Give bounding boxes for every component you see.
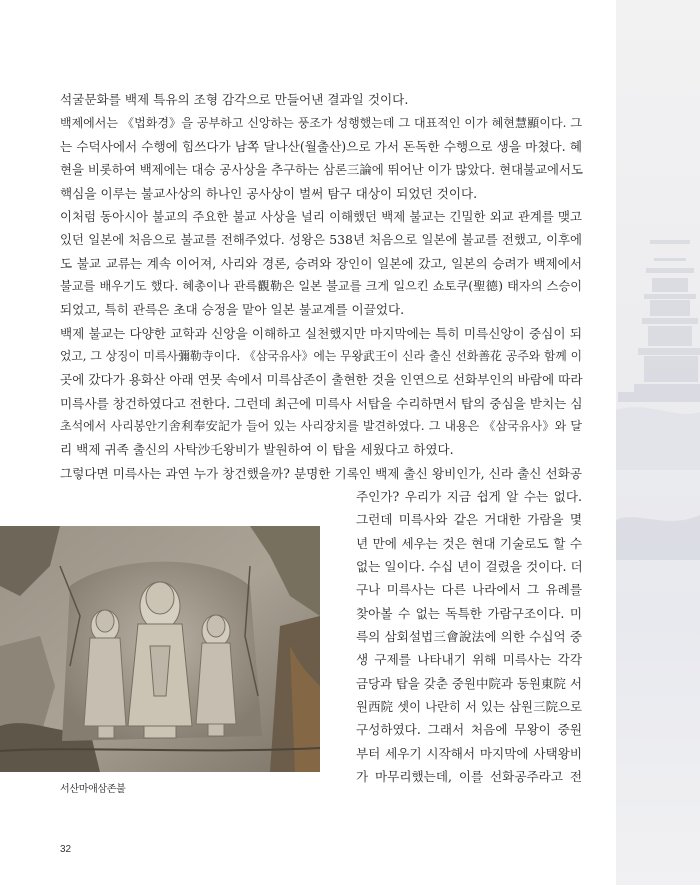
rock-buddha-triad-photo [0,526,320,772]
body-line: 석굴문화를 백제 특유의 조형 감각으로 만들어낸 결과일 것이다. [60,92,409,107]
wrap-line: 생 구제를 나타내기 위해 미륵사는 각각 [356,652,582,667]
wrap-line: 찾아볼 수 없는 독특한 가람구조이다. 미 [356,606,582,621]
decorative-side-panel [616,0,700,885]
wrap-line: 륵의 삼회설법三會說法에 의한 수십억 중 [356,629,582,644]
body-line: 리 백제 귀족 출신의 사탁沙乇왕비가 발원하여 이 탑을 세웠다고 하였다. [60,442,454,457]
wrap-line: 부터 세우기 시작해서 마지막에 사택왕비 [356,746,582,761]
wrap-line: 없는 일이다. 수십 년이 걸렸을 것이다. 더 [356,559,583,574]
wrap-line: 년 만에 세우는 것은 현대 기술로도 할 수 [356,536,582,551]
body-line: 되었고, 특히 관륵은 초대 승정을 맡아 일본 불교계를 이끌었다. [60,302,405,317]
body-line: 미륵사를 창건하였다고 전한다. 그런데 최근에 미륵사 서탑을 수리하면서 탑의 중심을 받치는 심 [60,396,583,411]
wrap-line: 구나 미륵사는 다른 나라에서 그 유례를 [356,582,582,597]
body-line: 곳에 갔다가 용화산 아래 연못 속에서 미륵삼존이 출현한 것을 인연으로 선화부인의 바람에 따라 [60,372,583,387]
wrap-line: 주인가? 우리가 지금 쉽게 알 수는 없다. [356,489,582,504]
wrap-line: 구성하였다. 그래서 처음에 무왕이 중원 [356,722,582,737]
photo-caption: 서산마애삼존불 [60,784,126,795]
pagoda-watermark-icon [616,240,700,470]
wrap-line: 금당과 탑을 갖춘 중원中院과 동원東院 서 [356,676,582,691]
body-line: 백제에서는 《법화경》을 공부하고 신앙하는 풍조가 성행했는데 그 대표적인 이가 혜현慧顯이다. 그 [60,116,582,130]
body-line: 있던 일본에 처음으로 불교를 전해주었다. 성왕은 538년 처음으로 일본에 불교를 전했고, 이후에 [60,232,582,247]
body-line: 백제 불교는 다양한 교학과 신앙을 이해하고 실천했지만 마지막에는 특히 미륵신앙이 중심이 되 [60,326,582,341]
wrap-line: 원西院 셋이 나란히 서 있는 삼원三院으로 [356,699,582,714]
body-line: 도 불교 교류는 계속 이어져, 사리와 경론, 승려와 장인이 일본에 갔고, 일본의 승려가 백제에서 [60,256,582,271]
body-line: 이처럼 동아시아 불교의 주요한 불교 사상을 널리 이해했던 백제 불교는 긴밀한 외교 관계를 맺고 [60,209,582,224]
body-line: 그렇다면 미륵사는 과연 누가 창건했을까? 분명한 기록인 백제 출신 왕비인가, 신라 출신 선화공 [60,466,582,481]
wrap-line: 가 마무리했는데, 이를 선화공주라고 전 [356,769,582,784]
body-line: 핵심을 이루는 불교사상의 하나인 공사상이 벌써 탐구 대상이 되었던 것이다. [60,186,478,201]
body-line: 현을 비롯하여 백제에는 대승 공사상을 추구하는 삼론三論에 뛰어난 이가 많았다. 현대불교에서도 [60,162,583,177]
body-line: 는 수덕사에서 수행에 힘쓰다가 남쪽 달나산(월출산)으로 가서 돈독한 수행으로 생을 마쳤다. 혜 [60,139,582,154]
wrap-line: 그런데 미륵사와 같은 거대한 가람을 몇 [356,512,582,527]
body-line: 었고, 그 상징이 미륵사彌勒寺이다. 《삼국유사》에는 무왕武王이 신라 출신 선화善花 공주와 함께 이 [60,349,582,363]
body-line: 불교를 배우기도 했다. 혜총이나 관륵觀勒은 일본 불교를 크게 일으킨 쇼토쿠(聖德) 태자의 스승이 [60,279,582,293]
body-line: 초석에서 사리봉안기舍利奉安記가 들어 있는 사리장치를 발견하였다. 그 내용은 《삼국유사》와 달 [60,419,582,433]
page-number: 32 [60,844,72,855]
